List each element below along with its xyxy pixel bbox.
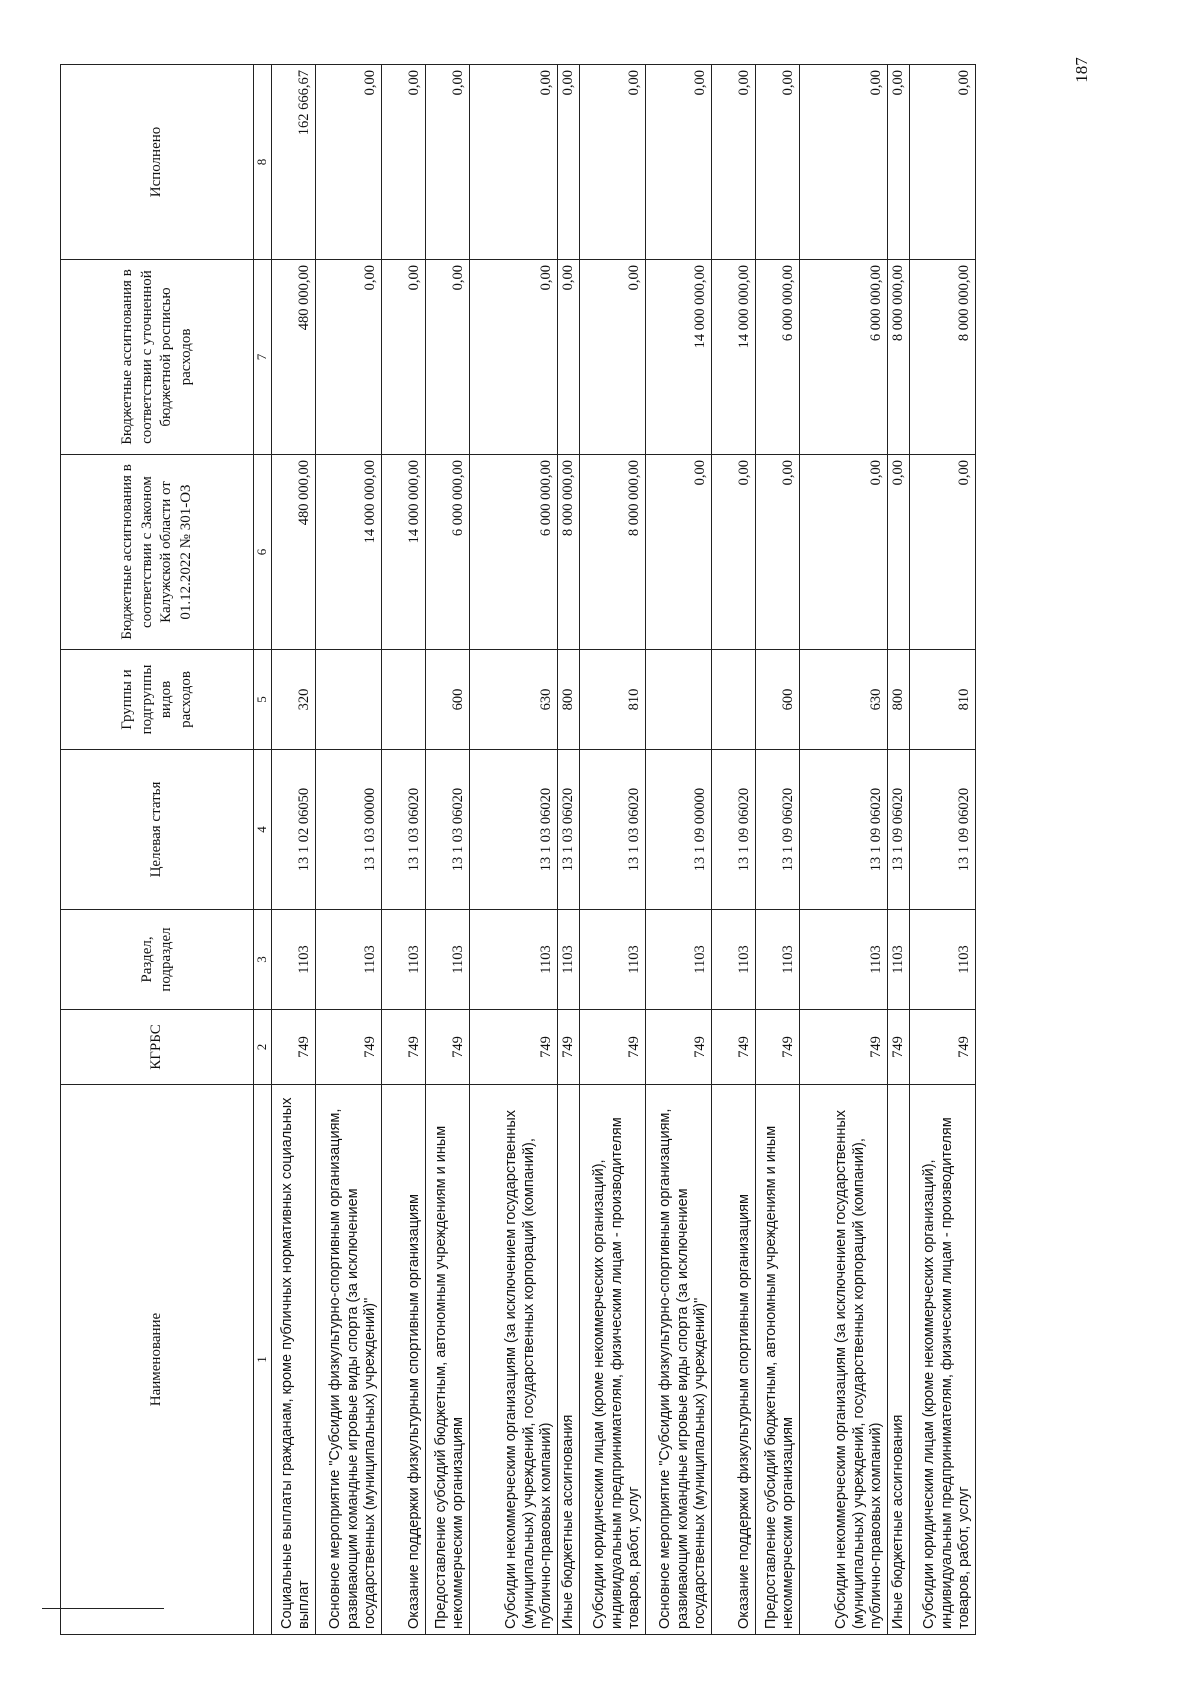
- row-kgrbs: 749: [557, 1010, 579, 1085]
- footnote-separator-line: [42, 1608, 164, 1609]
- row-refined-amount: 14 000 000,00: [711, 260, 755, 455]
- row-group: 800: [887, 650, 909, 750]
- row-name: Субсидии некоммерческим организациям (за исключением государственных (муниципальных) учреждений, государственных корпораций (компаний), публично-правовых компаний): [469, 1085, 557, 1635]
- row-group: [315, 650, 381, 750]
- column-number: 2: [254, 1010, 272, 1085]
- header-kgrbs: КГРБС: [61, 1010, 254, 1085]
- row-executed-amount: 0,00: [425, 65, 469, 260]
- row-target: 13 1 03 06020: [557, 750, 579, 910]
- column-number: 1: [254, 1085, 272, 1635]
- row-section: 1103: [381, 910, 425, 1010]
- column-number: 8: [254, 65, 272, 260]
- table-row: [381, 65, 425, 1635]
- row-kgrbs: 749: [271, 1010, 315, 1085]
- row-section: 1103: [909, 910, 975, 1010]
- row-target: 13 1 09 06020: [909, 750, 975, 910]
- row-target: 13 1 03 06020: [381, 750, 425, 910]
- row-executed-amount: 0,00: [315, 65, 381, 260]
- column-number: 3: [254, 910, 272, 1010]
- row-executed-amount: 0,00: [909, 65, 975, 260]
- row-executed-amount: 0,00: [711, 65, 755, 260]
- row-name: Субсидии некоммерческим организациям (за исключением государственных (муниципальных) учреждений, государственных корпораций (компаний), публично-правовых компаний): [799, 1085, 887, 1635]
- table-row: [755, 65, 799, 1635]
- row-name: Основное мероприятие "Субсидии физкультурно-спортивным организациям, развивающим командные игровые виды спорта (за исключением государственных (муниципальных) учреждений)": [315, 1085, 381, 1635]
- header-groups: Группы и подгруппы видов расходов: [61, 650, 254, 750]
- row-law-amount: 0,00: [711, 455, 755, 650]
- row-name: Оказание поддержки физкультурным спортивным организациям: [711, 1085, 755, 1635]
- table-row: [579, 65, 645, 1635]
- row-kgrbs: 749: [755, 1010, 799, 1085]
- row-section: 1103: [645, 910, 711, 1010]
- row-refined-amount: 6 000 000,00: [799, 260, 887, 455]
- column-number: 7: [254, 260, 272, 455]
- header-name: Наименование: [61, 1085, 254, 1635]
- row-section: 1103: [469, 910, 557, 1010]
- row-kgrbs: 749: [469, 1010, 557, 1085]
- row-refined-amount: 8 000 000,00: [909, 260, 975, 455]
- table-row: [425, 65, 469, 1635]
- row-refined-amount: 0,00: [469, 260, 557, 455]
- row-kgrbs: 749: [799, 1010, 887, 1085]
- row-target: 13 1 03 00000: [315, 750, 381, 910]
- table-row: [711, 65, 755, 1635]
- column-number: 5: [254, 650, 272, 750]
- row-law-amount: 6 000 000,00: [425, 455, 469, 650]
- row-target: 13 1 03 06020: [425, 750, 469, 910]
- header-row: [61, 65, 254, 1635]
- table-row: [469, 65, 557, 1635]
- row-section: 1103: [887, 910, 909, 1010]
- row-group: 630: [469, 650, 557, 750]
- row-name: Иные бюджетные ассигнования: [887, 1085, 909, 1635]
- column-number: 6: [254, 455, 272, 650]
- row-target: 13 1 09 06020: [711, 750, 755, 910]
- row-target: 13 1 09 06020: [755, 750, 799, 910]
- row-refined-amount: 0,00: [579, 260, 645, 455]
- table-row: [557, 65, 579, 1635]
- row-target: 13 1 09 06020: [887, 750, 909, 910]
- row-refined-amount: 480 000,00: [271, 260, 315, 455]
- table-row: [887, 65, 909, 1635]
- row-law-amount: 0,00: [799, 455, 887, 650]
- row-name: Оказание поддержки физкультурным спортивным организациям: [381, 1085, 425, 1635]
- row-kgrbs: 749: [887, 1010, 909, 1085]
- row-group: 630: [799, 650, 887, 750]
- row-law-amount: 0,00: [755, 455, 799, 650]
- row-kgrbs: 749: [711, 1010, 755, 1085]
- row-law-amount: 14 000 000,00: [381, 455, 425, 650]
- table-row: [315, 65, 381, 1635]
- row-kgrbs: 749: [315, 1010, 381, 1085]
- row-name: Основное мероприятие "Субсидии физкультурно-спортивным организациям, развивающим командные игровые виды спорта (за исключением государственных (муниципальных) учреждений)": [645, 1085, 711, 1635]
- header-executed: Исполнено: [61, 65, 254, 260]
- row-executed-amount: 0,00: [799, 65, 887, 260]
- row-section: 1103: [315, 910, 381, 1010]
- row-group: 600: [425, 650, 469, 750]
- row-name: Субсидии юридическим лицам (кроме некоммерческих организаций), индивидуальным предпринимателям, физическим лицам - производителям товаров, работ, услуг: [579, 1085, 645, 1635]
- row-law-amount: 8 000 000,00: [579, 455, 645, 650]
- row-group: 810: [909, 650, 975, 750]
- row-target: 13 1 02 06050: [271, 750, 315, 910]
- row-kgrbs: 749: [645, 1010, 711, 1085]
- row-name: Предоставление субсидий бюджетным, автономным учреждениям и иным некоммерческим организациям: [755, 1085, 799, 1635]
- row-executed-amount: 0,00: [557, 65, 579, 260]
- header-target: Целевая статья: [61, 750, 254, 910]
- row-name: Предоставление субсидий бюджетным, автономным учреждениям и иным некоммерческим организациям: [425, 1085, 469, 1635]
- row-executed-amount: 0,00: [645, 65, 711, 260]
- row-section: 1103: [271, 910, 315, 1010]
- row-group: 800: [557, 650, 579, 750]
- row-section: 1103: [425, 910, 469, 1010]
- row-law-amount: 480 000,00: [271, 455, 315, 650]
- row-section: 1103: [579, 910, 645, 1010]
- row-section: 1103: [799, 910, 887, 1010]
- row-refined-amount: 0,00: [425, 260, 469, 455]
- row-executed-amount: 0,00: [755, 65, 799, 260]
- row-name: Субсидии юридическим лицам (кроме некоммерческих организаций), индивидуальным предпринимателям, физическим лицам - производителям товаров, работ, услуг: [909, 1085, 975, 1635]
- row-group: 320: [271, 650, 315, 750]
- row-target: 13 1 03 06020: [579, 750, 645, 910]
- row-executed-amount: 0,00: [381, 65, 425, 260]
- header-law-allocations: Бюджетные ассигнования в соответствии с Законом Калужской области от 01.12.2022 № 301-ОЗ: [61, 455, 254, 650]
- table-row: [271, 65, 315, 1635]
- table-row: [645, 65, 711, 1635]
- row-target: 13 1 09 06020: [799, 750, 887, 910]
- header-refined-allocations: Бюджетные ассигнования в соответствии с уточненной бюджетной росписью расходов: [61, 260, 254, 455]
- row-kgrbs: 749: [579, 1010, 645, 1085]
- row-refined-amount: 6 000 000,00: [755, 260, 799, 455]
- budget-table: [60, 64, 976, 1635]
- row-law-amount: 0,00: [909, 455, 975, 650]
- row-refined-amount: 0,00: [381, 260, 425, 455]
- table-row: [909, 65, 975, 1635]
- row-section: 1103: [557, 910, 579, 1010]
- row-executed-amount: 0,00: [579, 65, 645, 260]
- row-law-amount: 6 000 000,00: [469, 455, 557, 650]
- row-executed-amount: 0,00: [469, 65, 557, 260]
- row-group: 810: [579, 650, 645, 750]
- rotated-table-area: [60, 65, 1165, 1635]
- row-target: 13 1 09 00000: [645, 750, 711, 910]
- row-refined-amount: 8 000 000,00: [887, 260, 909, 455]
- row-law-amount: 14 000 000,00: [315, 455, 381, 650]
- row-kgrbs: 749: [425, 1010, 469, 1085]
- row-refined-amount: 0,00: [557, 260, 579, 455]
- table-row: [799, 65, 887, 1635]
- row-law-amount: 0,00: [645, 455, 711, 650]
- row-group: [711, 650, 755, 750]
- column-number: 4: [254, 750, 272, 910]
- row-executed-amount: 0,00: [887, 65, 909, 260]
- page-number: 187: [1072, 57, 1091, 83]
- row-section: 1103: [755, 910, 799, 1010]
- row-name: Иные бюджетные ассигнования: [557, 1085, 579, 1635]
- row-refined-amount: 0,00: [315, 260, 381, 455]
- row-law-amount: 0,00: [887, 455, 909, 650]
- row-kgrbs: 749: [381, 1010, 425, 1085]
- row-group: 600: [755, 650, 799, 750]
- row-section: 1103: [711, 910, 755, 1010]
- row-executed-amount: 162 666,67: [271, 65, 315, 260]
- row-refined-amount: 14 000 000,00: [645, 260, 711, 455]
- header-section: Раздел, подраздел: [61, 910, 254, 1010]
- row-kgrbs: 749: [909, 1010, 975, 1085]
- column-number-row: [254, 65, 272, 1635]
- row-group: [381, 650, 425, 750]
- row-law-amount: 8 000 000,00: [557, 455, 579, 650]
- row-name: Социальные выплаты гражданам, кроме публичных нормативных социальных выплат: [271, 1085, 315, 1635]
- row-target: 13 1 03 06020: [469, 750, 557, 910]
- row-group: [645, 650, 711, 750]
